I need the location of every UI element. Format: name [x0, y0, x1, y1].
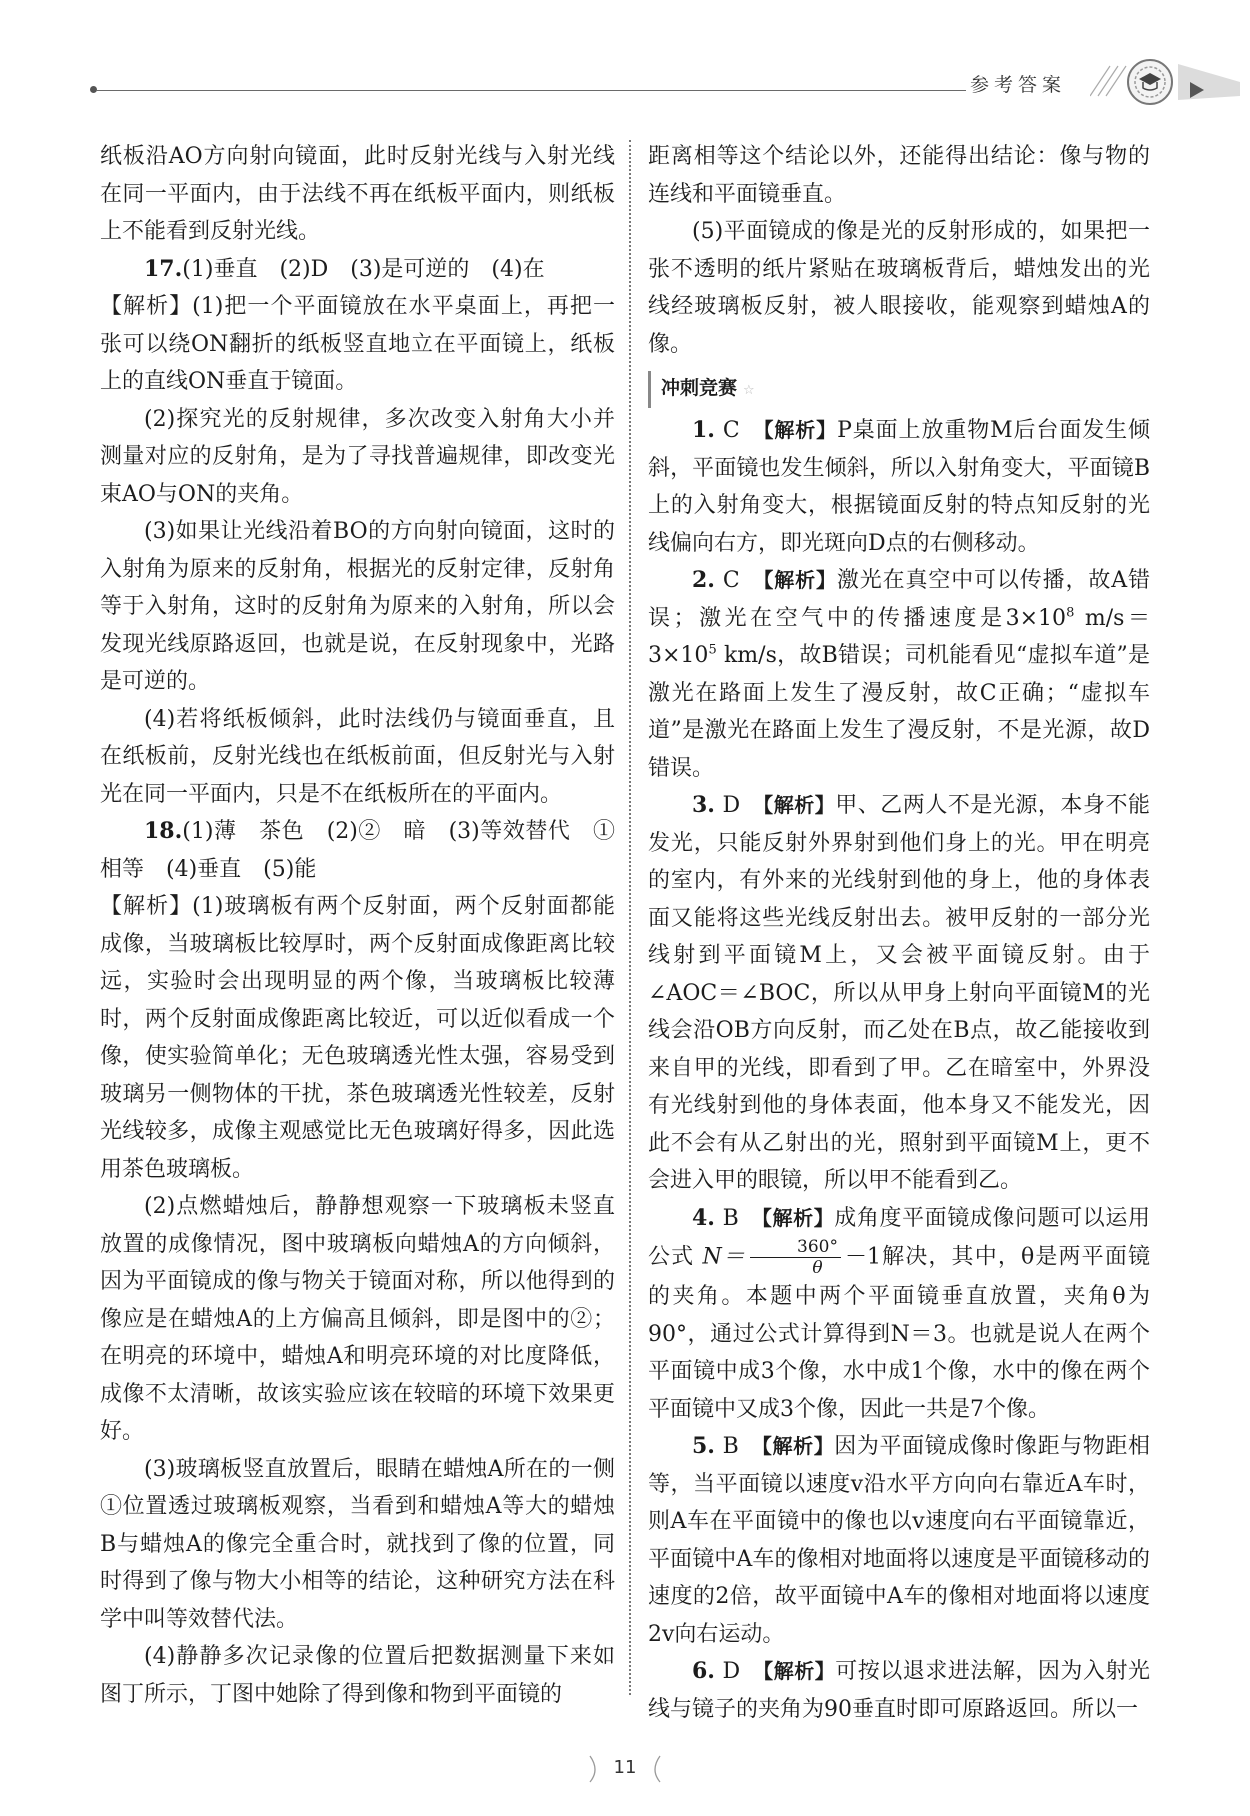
analysis-tag: 【解析】	[763, 418, 838, 442]
star-icon: ☆	[743, 383, 755, 398]
analysis-text: km/s，故B错误；司机能看见“虚拟车道”是激光在路面上发生了漫反射，故C正确；“虚拟车道”是激光在路面上发生了漫反射，不是光源，故D错误。	[648, 643, 1150, 781]
answer-4	[648, 1200, 1150, 1429]
analysis-text: P桌面上放重物M后台面发生倾斜，平面镜也发生倾斜，所以入射角变大，平面镜B上的入射角变大，根据镜面反射的特点知反射的光线偏向右方，即光斑向D点的右侧移动。	[648, 418, 1150, 556]
page-number: 11	[613, 1757, 637, 1778]
answer-choice: C	[722, 568, 740, 593]
formula-lhs: N＝	[702, 1244, 746, 1270]
answer-2	[648, 562, 1150, 787]
answer-choice: D	[722, 1659, 741, 1684]
paragraph: (4)静静多次记录像的位置后把数据测量下来如图丁所示，丁图中她除了得到像和物到平面镜的	[100, 1644, 615, 1707]
exponent: 5	[708, 642, 717, 658]
analysis-17: 【解析】(1)把一个平面镜放在水平桌面上，再把一张可以绕ON翻折的纸板竖直地立在平面镜上，纸板上的直线ON垂直于镜面。	[100, 294, 615, 394]
formula-rhs: －1	[844, 1244, 881, 1270]
question-number: 5.	[692, 1433, 715, 1459]
exponent: 8	[1066, 605, 1075, 621]
paragraph: (5)平面镜成的像是光的反射形成的，如果把一张不透明的纸片紧贴在玻璃板背后，蜡烛发出的光线经玻璃板反射，被人眼接收，能观察到蜡烛A的像。	[648, 219, 1150, 357]
answer-choice: D	[722, 793, 741, 818]
analysis-text: m/s＝3×10	[648, 605, 1150, 668]
paragraph: (2)探究光的反射规律，多次改变入射角大小并测量对应的反射角，是为了寻找普遍规律，即改变光束AO与ON的夹角。	[100, 406, 615, 507]
left-column	[100, 138, 638, 1713]
section-heading	[648, 371, 1150, 408]
answer-5	[648, 1428, 1150, 1653]
header-title: 参考答案	[970, 74, 1067, 96]
answer-choice: B	[722, 1434, 739, 1459]
formula-fraction	[750, 1237, 841, 1278]
question-number: 3.	[692, 792, 715, 818]
paragraph: 纸板沿AO方向射向镜面，此时反射光线与入射光线在同一平面内，由于法线不再在纸板平面内，则纸板上不能看到反射光线。	[100, 144, 615, 244]
answer-18	[100, 813, 638, 888]
answer-choice: C	[722, 418, 740, 443]
question-number: 2.	[692, 567, 715, 593]
answer-text: (1)薄 茶色 (2)② 暗 (3)等效替代 ① 相等 (4)垂直 (5)能	[100, 819, 638, 882]
paragraph: (2)点燃蜡烛后，静静想观察一下玻璃板未竖直放置的成像情况，图中玻璃板向蜡烛A的方向倾斜，因为平面镜成的像与物关于镜面对称，所以他得到的像应是在蜡烛A的上方偏高且倾斜，即是图中的②；在明亮的环境中，蜡烛A和明亮环境的对比度降低，成像不太清晰，故该实验应该在较暗的环境下效果更好。	[100, 1194, 615, 1444]
analysis-text: 解决，其中，θ是两平面镜的夹角。本题中两个平面镜垂直放置，夹角θ为90°，通过公式计算得到N＝3。也就是说人在两个平面镜中成3个像，水中成1个像，水中的像在两个平面镜中又成3个像，因此一共是7个像。	[648, 1244, 1150, 1422]
paragraph: (3)如果让光线沿着BO的方向射向镜面，这时的入射角为原来的反射角，根据光的反射定律，反射角等于入射角，这时的反射角为原来的入射角，所以会发现光线原路返回，也就是说，在反射现象中，光路是可逆的。	[100, 519, 615, 694]
question-number: 6.	[692, 1658, 715, 1684]
section-title: 冲刺竞赛	[661, 377, 738, 399]
answer-1	[648, 412, 1150, 562]
fraction-denominator: θ	[812, 1258, 823, 1278]
paragraph: (4)若将纸板倾斜，此时法线仍与镜面垂直，且在纸板前，反射光线也在纸板前面，但反射光与入射光在同一平面内，只是不在纸板所在的平面内。	[100, 706, 615, 807]
analysis-tag: 【解析】	[761, 1434, 835, 1458]
paragraph: (3)玻璃板竖直放置后，眼睛在蜡烛A所在的一侧①位置透过玻璃板观察，当看到和蜡烛A等大的蜡烛B与蜡烛A的像完全重合时，就找到了像的位置，同时得到了像与物大小相等的结论，这种研究方法在科学中叫等效替代法。	[100, 1456, 615, 1632]
analysis-text: 成角度平面镜成像问题可以运用公式	[648, 1205, 1150, 1270]
question-number: 4.	[692, 1204, 715, 1231]
header-emblem-icon	[1090, 52, 1240, 112]
analysis-text: 激光在真空中可以传播，故A错误；激光在空气中的传播速度是3×10	[648, 568, 1150, 631]
analysis-text: 可按以退求进法解，因为入射光线与镜子的夹角为90垂直时即可原路返回。所以一	[648, 1659, 1150, 1722]
analysis-text: 因为平面镜成像时像距与物距相等，当平面镜以速度v沿水平方向向右靠近A车时，则A车在平面镜中的像也以v速度向右平面镜靠近，平面镜中A车的像相对地面将以速度是平面镜移动的速度的2倍，故平面镜中A车的像相对地面将以速度2v向右运动。	[648, 1434, 1150, 1647]
header-rule	[96, 90, 966, 91]
analysis-tag: 【解析】	[763, 1659, 836, 1683]
question-number: 17.	[144, 255, 183, 282]
fraction-numerator: 360°	[750, 1237, 841, 1258]
answer-17	[100, 251, 615, 289]
column-divider	[629, 140, 631, 1695]
question-number: 1.	[692, 417, 715, 443]
answer-choice: B	[722, 1205, 739, 1231]
analysis-tag: 【解析】	[763, 793, 836, 817]
answer-text: (1)垂直 (2)D (3)是可逆的 (4)在	[182, 256, 545, 282]
analysis-text: 甲、乙两人不是光源，本身不能发光，只能反射外界射到他们身上的光。甲在明亮的室内，有外来的光线射到他的身上，他的身体表面又能将这些光线反射出去。被甲反射的一部分光线射到平面镜M上，又会被平面镜反射。由于∠AOC＝∠BOC，所以从甲身上射向平面镜M的光线会沿OB方向反射，而乙处在B点，故乙能接收到来自甲的光线，即看到了甲。乙在暗室中，外界没有光线射到他的身体表面，他本身又不能发光，因此不会有从乙射出的光，照射到平面镜M上，更不会进入甲的眼镜，所以甲不能看到乙。	[648, 793, 1150, 1193]
paragraph: 距离相等这个结论以外，还能得出结论：像与物的连线和平面镜垂直。	[648, 144, 1150, 207]
analysis-18: 【解析】(1)玻璃板有两个反射面，两个反射面都能成像，当玻璃板比较厚时，两个反射面成像距离比较远，实验时会出现明显的两个像，当玻璃板比较薄时，两个反射面成像距离比较近，可以近似看成一个像，使实验简单化；无色玻璃透光性太强，容易受到玻璃另一侧物体的干扰，茶色玻璃透光性较差，反射光线较多，成像主观感觉比无色玻璃好得多，因此选用茶色玻璃板。	[100, 894, 615, 1182]
analysis-tag: 【解析】	[763, 568, 837, 592]
answer-3	[648, 787, 1150, 1200]
analysis-tag: 【解析】	[761, 1205, 835, 1230]
right-column	[648, 138, 1150, 1728]
question-number: 18.	[144, 818, 183, 844]
answer-6	[648, 1653, 1150, 1728]
